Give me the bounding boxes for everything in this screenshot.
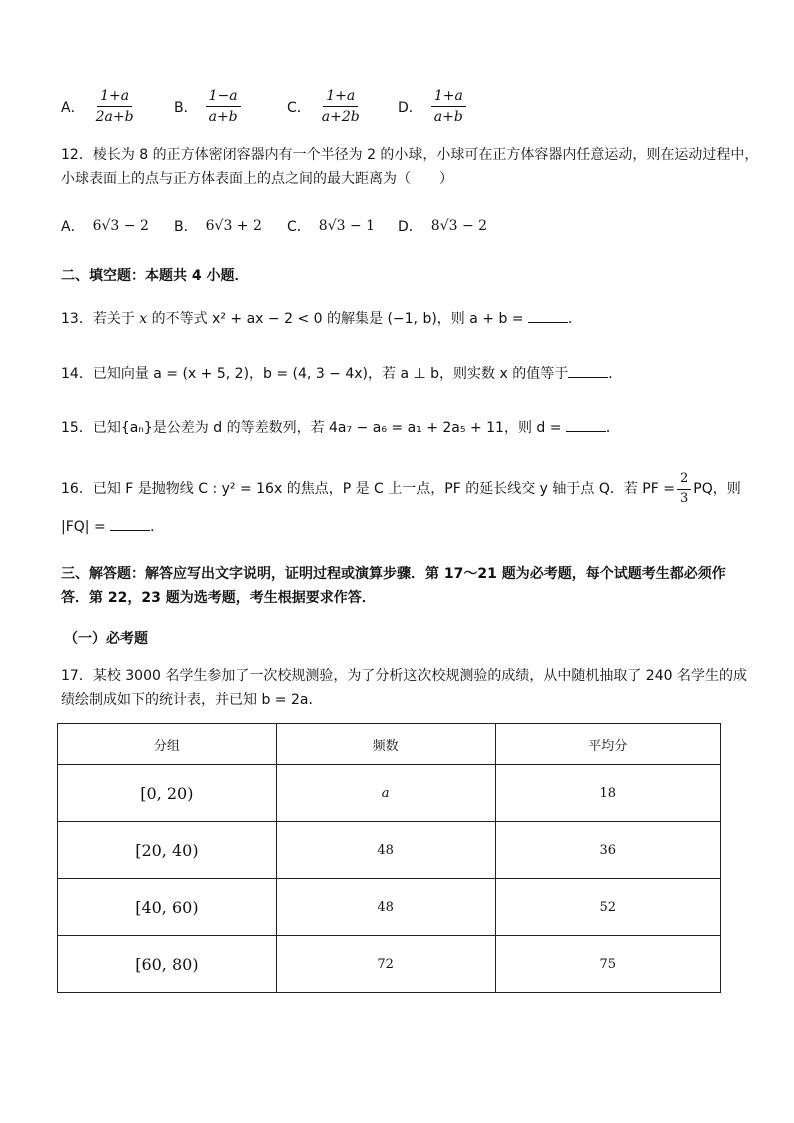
- fraction: [677, 472, 691, 507]
- option-text: 8√3 − 1: [318, 218, 376, 234]
- q16-text: 16．已知 F 是抛物线 C : y² = 16x 的焦点，P 是 C 上一点，PF 的延长线交 y 轴于点 Q．若 PF =: [61, 481, 675, 498]
- table-row: [58, 879, 721, 936]
- statistics-table: [57, 723, 721, 993]
- fraction: [319, 88, 363, 125]
- q12-option-c: [287, 216, 375, 236]
- cell-average: 18: [495, 765, 720, 822]
- denominator: 2a+b: [95, 109, 134, 126]
- fraction: [206, 88, 241, 125]
- q13: [61, 307, 582, 331]
- cell-frequency: 48: [276, 822, 495, 879]
- cell-average: 36: [495, 822, 720, 879]
- numerator: 1+a: [323, 88, 358, 107]
- cell-average: 75: [495, 936, 720, 993]
- table-header-row: [58, 724, 721, 765]
- q12-line2: 小球表面上的点与正方体表面上的点之间的最大距离为（ ）: [61, 171, 453, 187]
- option-text: 6√3 − 2: [92, 218, 149, 234]
- q17-line1: 17．某校 3000 名学生参加了一次校规测验，为了分析这次校规测验的成绩，从中随机抽取了 240 名学生的成: [61, 668, 747, 684]
- table-row: [58, 822, 721, 879]
- fraction: [93, 88, 137, 125]
- q13-var: x: [139, 311, 148, 327]
- section-title-answer-line2: 答．第 22，23 题为选考题，考生根据要求作答．: [61, 590, 376, 606]
- answer-blank[interactable]: [110, 516, 150, 531]
- option-text: 8√3 − 2: [430, 218, 488, 234]
- numerator: 1+a: [431, 88, 466, 107]
- q15: [61, 416, 620, 440]
- q14-end: ．: [608, 366, 623, 382]
- part-title-required: （一）必考题: [64, 631, 148, 647]
- numerator: 2: [677, 472, 691, 490]
- cell-group: [60, 80): [58, 936, 277, 993]
- q17-line2: 绩绘制成如下的统计表，并已知 b = 2a．: [61, 692, 323, 708]
- option-text: 6√3 + 2: [205, 218, 262, 234]
- q12-option-b: [174, 216, 262, 236]
- answer-blank[interactable]: [566, 417, 606, 432]
- table-row: [58, 936, 721, 993]
- q11-option-c: [287, 88, 363, 125]
- q14: [61, 362, 622, 386]
- fraction: [431, 88, 466, 125]
- q15-text: 15．已知{aₙ}是公差为 d 的等差数列，若 4a₇ − a₆ = a₁ + 2a₅ + 11，则 d =: [61, 420, 566, 436]
- cell-frequency: 48: [276, 879, 495, 936]
- header-frequency: 频数: [276, 724, 495, 765]
- answer-blank[interactable]: [528, 308, 568, 323]
- table-row: [58, 765, 721, 822]
- cell-frequency: 72: [276, 936, 495, 993]
- option-letter: A．: [61, 219, 85, 235]
- q16-line2-end: ．: [150, 519, 165, 535]
- cell-group: [0, 20): [58, 765, 277, 822]
- q16-text-end: PQ，则: [693, 481, 741, 498]
- q16-line2: [61, 515, 164, 539]
- cell-group: [20, 40): [58, 822, 277, 879]
- q12-option-d: [398, 216, 487, 236]
- answer-blank[interactable]: [568, 363, 608, 378]
- denominator: a+2b: [321, 109, 360, 126]
- option-letter: D．: [398, 99, 423, 116]
- q15-end: ．: [605, 420, 620, 436]
- section-title-answer-line1: 三、解答题：解答应写出文字说明，证明过程或演算步骤．第 17～21 题为必考题，每个试题考生都必须作: [61, 566, 726, 582]
- option-letter: D．: [398, 219, 423, 235]
- q12-line1: 12．棱长为 8 的正方体密闭容器内有一个半径为 2 的小球，小球可在正方体容器内任意运动，则在运动过程中，: [61, 147, 759, 163]
- option-letter: B．: [174, 219, 198, 235]
- denominator: a+b: [208, 109, 238, 126]
- numerator: 1+a: [97, 88, 132, 107]
- q14-text: 14．已知向量 a = (x + 5, 2)，b = (4, 3 − 4x)，若 a ⊥ b，则实数 x 的值等于: [61, 366, 569, 382]
- numerator: 1−a: [206, 88, 241, 107]
- denominator: 3: [679, 490, 689, 506]
- q13-end: ．: [567, 311, 582, 327]
- q13-pre: 13．若关于: [61, 311, 140, 327]
- option-letter: A．: [61, 99, 85, 116]
- header-average: 平均分: [495, 724, 720, 765]
- q16-line2-text: |FQ| =: [61, 519, 111, 535]
- q12-option-a: [61, 216, 149, 236]
- option-letter: B．: [174, 99, 198, 116]
- header-group: 分组: [58, 724, 277, 765]
- denominator: a+b: [433, 109, 463, 126]
- section-title-fill-in: 二、填空题：本题共 4 小题．: [61, 268, 249, 284]
- option-letter: C．: [287, 99, 311, 116]
- cell-frequency: a: [276, 765, 495, 822]
- q11-option-d: [398, 88, 466, 125]
- q13-text: 的不等式 x² + ax − 2 < 0 的解集是 (−1, b)，则 a + b =: [147, 311, 528, 327]
- q16-line1: [61, 472, 741, 507]
- cell-average: 52: [495, 879, 720, 936]
- cell-group: [40, 60): [58, 879, 277, 936]
- option-letter: C．: [287, 219, 311, 235]
- q11-option-b: [174, 88, 241, 125]
- q11-option-a: [61, 88, 137, 125]
